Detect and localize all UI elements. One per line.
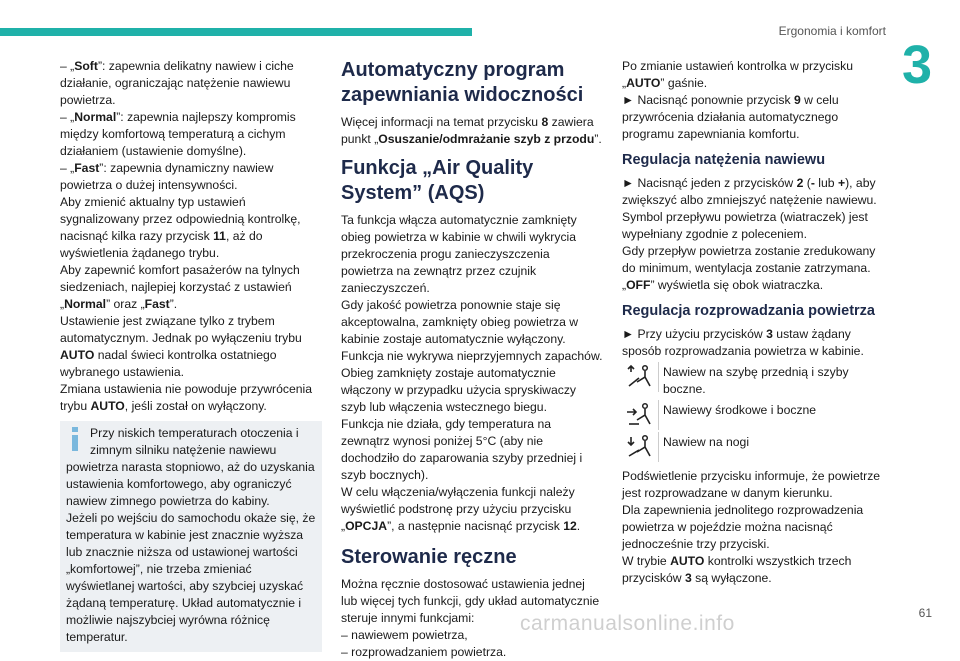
paragraph: – „Normal”: zapewnia najlepszy kompromis między komfortową temperaturą a cichym działaniem (ustawienie domyślne). [60,110,296,158]
info-icon [66,427,84,451]
paragraph: ► Przy użyciu przycisków 3 ustaw żądany sposób rozprowadzania powietrza w kabinie. [622,327,864,358]
paragraph: Więcej informacji na temat przycisku 8 zawiera punkt „Osuszanie/odmrażanie szyb z przodu”. [341,115,602,146]
paragraph: Gdy przepływ powietrza zostanie zredukowany do minimum, wentylacja zostanie zatrzymana. [622,244,876,275]
paragraph: – nawiewem powietrza, [341,628,468,642]
distribution-label: Nawiew na nogi [663,435,750,449]
feet-airflow-icon [622,432,659,462]
paragraph: Można ręcznie dostosować ustawienia jednej lub więcej tych funkcji, gdy układ automatycznie steruje innymi funkcjami: [341,577,600,625]
column-1 [60,58,322,652]
section-title: Ergonomia i komfort [778,24,886,38]
paragraph: „OFF” wyświetla się obok wiatraczka. [622,278,824,292]
paragraph: – „Soft”: zapewnia delikatny nawiew i ciche działanie, ograniczając natężenie nawiewu powietrza. [60,59,294,107]
paragraph: Po zmianie ustawień kontrolka w przycisku „AUTO” gaśnie. [622,59,853,90]
page-number: 61 [918,606,932,620]
info-text: Przy niskich temperaturach otoczenia i zimnym silniku natężenie nawiewu [90,426,299,457]
distribution-row-feet [622,432,887,462]
heading-aqs: Funkcja „Air Quality System” (AQS) [341,157,534,204]
paragraph: Dla zapewnienia jednolitego rozprowadzenia powietrza w pojeździe można nacisnąć jednocześnie trzy przyciski. [622,503,864,551]
heading-air-distribution: Regulacja rozprowadzania powietrza [622,303,875,319]
info-box [60,421,322,652]
paragraph: W trybie AUTO kontrolki wszystkich trzech przycisków 3 są wyłączone. [622,554,852,585]
paragraph: W celu włączenia/wyłączenia funkcji należy wyświetlić podstronę przy użyciu przycisku „OPCJA”, a następnie nacisnąć przycisk 12. [341,485,581,533]
header-accent-bar [0,28,472,36]
distribution-label: Nawiewy środkowe i boczne [663,403,817,417]
paragraph: ► Nacisnąć jeden z przycisków 2 (- lub +), aby zwiększyć albo zmniejszyć natężenie nawiewu. [622,176,877,207]
chapter-number: 3 [901,35,932,95]
paragraph: ► Nacisnąć ponownie przycisk 9 w celu przywrócenia działania automatycznego programu zapewniania komfortu. [622,93,839,141]
paragraph: Ustawienie jest związane tylko z trybem automatycznym. Jednak po wyłączeniu trybu [60,314,302,345]
paragraph: Aby zmienić aktualny typ ustawień sygnalizowany przez odpowiednią kontrolkę, nacisnąć kilka razy przycisk 11, aż do wyświetlenia żądanego trybu. [60,195,301,260]
paragraph: Podświetlenie przycisku informuje, że powietrze jest rozprowadzane w danym kierunku. [622,469,881,500]
column-3 [622,58,887,587]
face-vents-airflow-icon [622,400,659,430]
paragraph: Funkcja nie wykrywa nieprzyjemnych zapachów. [341,349,603,363]
paragraph: – „Fast”: zapewnia dynamiczny nawiew powietrza o dużej intensywności. [60,161,274,192]
heading-manual-control: Sterowanie ręczne [341,546,517,568]
distribution-label: Nawiew na szybę przednią i szyby boczne. [663,365,849,396]
paragraph: Obieg zamknięty zostaje automatycznie włączony w przypadku użycia spryskiwaczy szyb lub włączenia wstecznego biegu. [341,366,577,414]
paragraph: Ta funkcja włącza automatycznie zamknięty obieg powietrza w kabinie w chwili wykrycia przekroczenia progu zanieczyszczenia powietrza na zewnątrz przez czujnik zanieczyszczeń. [341,213,577,295]
column-2 [341,58,603,661]
paragraph: Aby zapewnić komfort pasażerów na tylnych siedzeniach, najlepiej korzystać z ustawień „Normal” oraz „Fast”. [60,263,300,311]
distribution-row-center [622,400,887,430]
paragraph: Funkcja nie działa, gdy temperatura na zewnątrz wynosi poniżej 5°C (aby nie dochodziło do zaparowania szyby przedniej i szyb bocznych). [341,417,583,482]
paragraph: Symbol przepływu powietrza (wiatraczek) jest wypełniany zgodnie z poleceniem. [622,210,868,241]
paragraph: Zmiana ustawienia nie powoduje przywrócenia trybu AUTO, jeśli został on wyłączony. [60,382,313,413]
paragraph: Gdy jakość powietrza ponownie staje się akceptowalna, zamknięty obieg powietrza w kabinie zostaje automatycznie wyłączony. [341,298,579,346]
info-text: powietrza narasta stopniowo, aż do uzyskania ustawienia komfortowego, aby ograniczyć nawiew zimnego powietrza do kabiny. [66,460,315,508]
paragraph: – rozprowadzaniem powietrza. [341,645,507,659]
windscreen-airflow-icon [622,362,659,392]
paragraph: AUTO nadal świeci kontrolka ostatniego wybranego ustawienia. [60,348,277,379]
distribution-row-windscreen [622,362,887,398]
info-text: Jeżeli po wejściu do samochodu okaże się, że temperatura w kabinie jest znacznie wyższa lub znacznie niższa od ustawionej wartości „komfortowej”, nie trzeba zmieniać wyświetlanej wartości, aby szybciej uzyskać żądaną temperaturę. Układ automatycznie i możliwie najszybciej wyrówna różnicę temperatur. [66,511,316,644]
watermark: carmanualsonline.info [520,612,735,635]
heading-airflow: Regulacja natężenia nawiewu [622,152,826,168]
heading-visibility-program: Automatyczny program zapewniania widoczności [341,59,584,106]
